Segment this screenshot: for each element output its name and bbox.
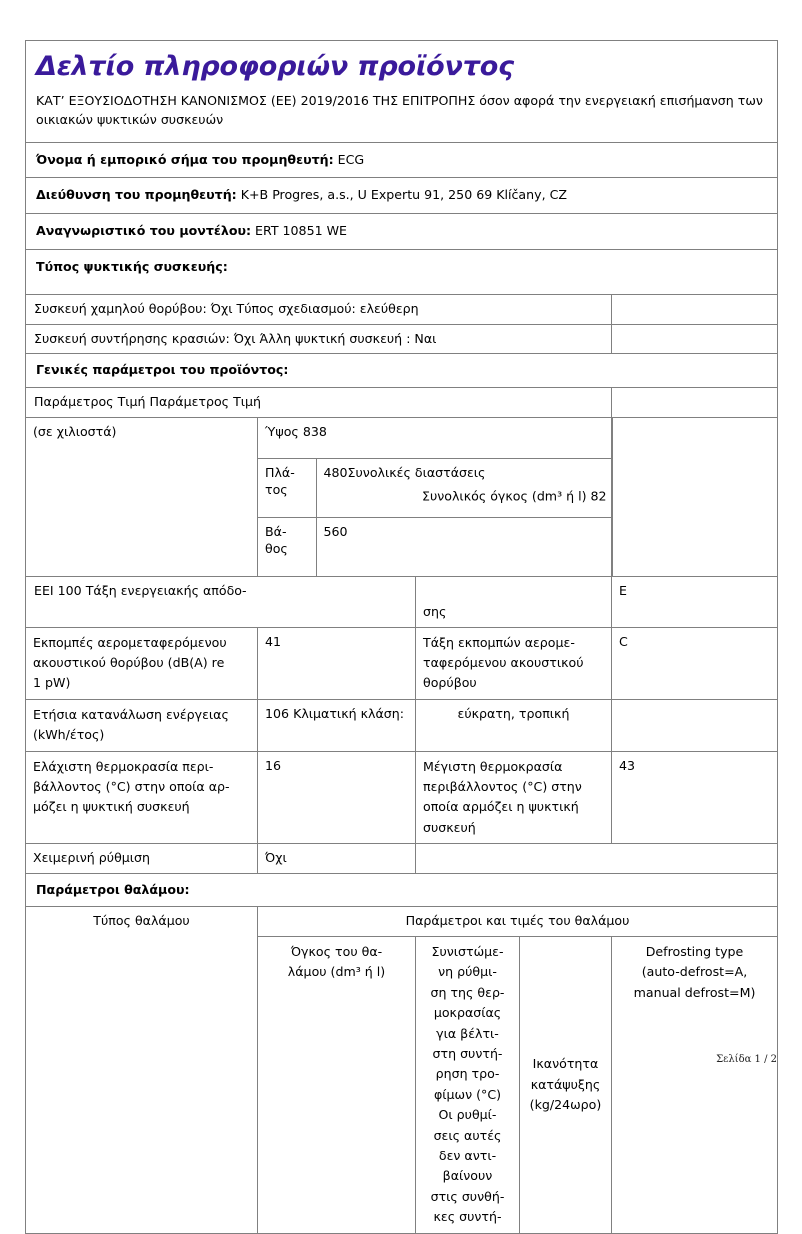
title-row	[26, 41, 778, 143]
supplier-name-value: ECG	[337, 151, 365, 167]
dimensions-unit-label: (σε χιλιοστά)	[33, 423, 117, 439]
recommended-temp-text	[416, 937, 520, 1232]
defrosting-type-line3: manual defrost=M)	[633, 984, 756, 1000]
total-volume-label: Συνολικός όγκος (dm³ ή l)	[422, 488, 587, 504]
low-noise-row	[26, 295, 778, 325]
low-noise-spacer-cell	[612, 295, 778, 325]
width-label-line1: Πλά-	[265, 464, 295, 480]
energy-label-line1: Ετήσια κατανάλωση ενέργειας	[33, 706, 229, 722]
ambient-temperature-row	[26, 751, 778, 844]
winter-setting-value: Όχι	[265, 850, 287, 866]
noise-label-line3: 1 pW)	[33, 675, 71, 691]
chamber-volume-header-line2: λάμου (dm³ ή l)	[287, 964, 386, 980]
low-noise-label: Συσκευή χαμηλού θορύβου:	[34, 301, 207, 317]
noise-class-label-line1: Τάξη εκπομπών αερομε-	[423, 634, 575, 650]
wine-storage-label: Συσκευή συντήρησης κρασιών:	[34, 330, 230, 346]
winter-setting-row	[26, 844, 778, 874]
noise-label-line1: Εκπομπές αερομεταφερόμενου	[33, 634, 227, 650]
general-parameters-heading: Γενικές παράμετροι του προϊόντος:	[36, 362, 289, 378]
design-type-value: ελεύθερη	[359, 301, 419, 317]
noise-class-label-line2: ταφερόμενου ακουστικού	[423, 655, 584, 671]
recommended-temp-line-11: δεν αντι-	[438, 1147, 497, 1163]
recommended-temp-line-1: Συνιστώμε-	[431, 944, 504, 960]
noise-class-value-cell	[612, 627, 778, 699]
parameter-columns-spacer-cell	[612, 388, 778, 418]
max-temp-value-cell	[612, 751, 778, 844]
model-identifier-row	[26, 213, 778, 249]
product-information-sheet	[25, 40, 778, 1234]
airborne-noise-row	[26, 627, 778, 699]
recommended-temp-line-10: σεις αυτές	[433, 1127, 502, 1143]
model-identifier-label: Αναγνωριστικό του μοντέλου:	[36, 222, 252, 238]
total-volume-cell	[422, 417, 778, 576]
recommended-temp-line-8: φίμων (°C)	[433, 1086, 502, 1102]
energy-label-cell	[26, 699, 258, 751]
chamber-type-header: Τύπος θαλάμου	[93, 913, 190, 929]
max-temp-label-cell	[416, 751, 612, 844]
climate-class-value-cell	[416, 699, 612, 751]
min-temp-label-line1: Ελάχιστη θερμοκρασία περι-	[33, 758, 214, 774]
supplier-address-label: Διεύθυνση του προμηθευτή:	[36, 187, 237, 203]
recommended-temp-line-2: νη ρύθμι-	[438, 964, 497, 980]
defrosting-type-line2: (auto-defrost=A,	[641, 964, 748, 980]
appliance-type-heading-row	[26, 249, 778, 295]
noise-class-label-line3: θορύβου	[423, 675, 477, 691]
eei-value: 100	[57, 582, 82, 598]
climate-class-label: Κλιματική κλάση:	[293, 705, 404, 721]
winter-setting-value-cell	[258, 844, 416, 874]
energy-class-value: E	[619, 582, 627, 598]
max-temp-value: 43	[619, 757, 636, 773]
chamber-parameters-heading: Παράμετροι θαλάμου:	[36, 881, 190, 897]
energy-label-line2: (kWh/έτος)	[33, 727, 105, 743]
chamber-type-header-cell	[26, 907, 258, 1233]
overall-dimensions-label: Συνολικές διαστάσεις	[347, 464, 486, 480]
wine-storage-spacer-cell	[612, 324, 778, 354]
width-value: 480	[323, 464, 348, 480]
total-volume-value: 82	[590, 488, 607, 504]
recommended-temp-line-13: στις συνθή-	[430, 1188, 505, 1204]
freezing-capacity-line3: (kg/24ωρο)	[529, 1096, 602, 1112]
defrosting-type-header-cell	[612, 937, 778, 1233]
parameter-columns-header: Παράμετρος Τιμή Παράμετρος Τιμή	[34, 394, 262, 410]
page-title: Δελτίο πληροφοριών προϊόντος	[36, 51, 514, 82]
model-identifier-value: ERT 10851 WE	[255, 222, 348, 238]
defrosting-type-line1: Defrosting type	[645, 944, 744, 960]
chamber-group-header-row	[26, 907, 778, 937]
climate-class-value: εύκρατη, τροπική	[457, 705, 570, 721]
min-temp-label-cell	[26, 751, 258, 844]
other-appliance-value: : Ναι	[406, 330, 437, 346]
recommended-temp-header-cell	[416, 937, 612, 1233]
freezing-capacity-line1: Ικανότητα	[532, 1056, 599, 1072]
chamber-volume-header-line1: Όγκος του θα-	[290, 944, 383, 960]
energy-class-label-line2: σης	[423, 604, 447, 620]
depth-label-line1: Βά-	[265, 523, 287, 539]
design-type-label: Τύπος σχεδιασμού:	[236, 301, 356, 317]
winter-setting-label: Χειμερινή ρύθμιση	[33, 850, 151, 866]
eei-label: EEI	[34, 582, 54, 598]
max-temp-label-line4: συσκευή	[423, 819, 476, 835]
supplier-address-value: K+B Progres, a.s., U Expertu 91, 250 69 Klíčany, CZ	[240, 187, 568, 203]
min-temp-label-line2: βάλλοντος (°C) στην οποία αρ-	[33, 778, 230, 794]
supplier-name-row	[26, 142, 778, 178]
depth-row	[258, 517, 612, 576]
depth-value: 560	[323, 523, 348, 539]
annual-energy-row	[26, 699, 778, 751]
recommended-temp-line-4: μοκρασίας	[433, 1005, 502, 1021]
chamber-group-header: Παράμετροι και τιμές του θαλάμου	[405, 913, 630, 929]
min-temp-label-line3: μόζει η ψυκτική συσκευή	[33, 799, 190, 815]
energy-value-cell	[258, 699, 416, 751]
energy-class-label-line1: Τάξη ενεργειακής απόδο-	[85, 582, 247, 598]
height-label: Ύψος	[265, 423, 299, 439]
recommended-temp-line-6: στη συντή-	[432, 1045, 503, 1061]
eei-row	[26, 576, 778, 627]
other-appliance-label: Άλλη ψυκτική συσκευή	[259, 330, 403, 346]
energy-class-value-cell	[612, 576, 778, 627]
low-noise-value: Όχι	[210, 301, 233, 317]
noise-class-value: C	[619, 633, 628, 649]
height-row	[258, 418, 612, 459]
max-temp-label-line1: Μέγιστη θερμοκρασία	[423, 758, 563, 774]
document-page	[25, 40, 777, 1234]
supplier-address-row	[26, 178, 778, 214]
noise-value: 41	[265, 633, 282, 649]
min-temp-value: 16	[265, 757, 282, 773]
supplier-name-label: Όνομα ή εμπορικό σήμα του προμηθευτή:	[36, 151, 334, 167]
winter-setting-spacer-cell	[416, 844, 778, 874]
wine-storage-value: Όχι	[233, 330, 256, 346]
airborne-noise-label-cell	[26, 627, 258, 699]
height-value: 838	[302, 423, 327, 439]
recommended-temp-line-7: ρηση τρο-	[435, 1066, 500, 1082]
recommended-temp-line-5: για βέλτι-	[436, 1025, 499, 1041]
recommended-temp-line-12: βαίνουν	[442, 1168, 493, 1184]
wine-storage-row	[26, 324, 778, 354]
chamber-volume-header-cell	[258, 937, 416, 1233]
recommended-temp-line-14: κες συντή-	[433, 1209, 502, 1225]
max-temp-label-line2: περιβάλλοντος (°C) στην	[423, 778, 582, 794]
climate-class-spacer-cell	[612, 699, 778, 751]
general-parameters-heading-row	[26, 354, 778, 388]
recommended-temp-line-3: ση της θερ-	[430, 984, 505, 1000]
width-label-line2: τος	[265, 481, 288, 497]
freezing-capacity-line2: κατάψυξης	[530, 1076, 601, 1092]
min-temp-value-cell	[258, 751, 416, 844]
recommended-temp-line-9: Οι ρυθμί-	[438, 1107, 497, 1123]
depth-label-line2: θος	[265, 540, 288, 556]
parameter-columns-header-row	[26, 388, 778, 418]
regulation-intro: ΚΑΤ’ ΕΞΟΥΣΙΟΔΟΤΗΣΗ ΚΑΝΟΝΙΣΜΟΣ (ΕΕ) 2019/2016 ΤΗΣ ΕΠΙΤΡΟΠΗΣ όσον αφορά την ενεργειακή επισήμανση των οικιακών ψυκτικών συσκευών	[36, 92, 763, 127]
dimensions-unit-cell	[26, 417, 258, 576]
max-temp-label-line3: οποία αρμόζει η ψυκτική	[423, 799, 579, 815]
winter-setting-label-cell	[26, 844, 258, 874]
noise-value-cell	[258, 627, 416, 699]
noise-label-line2: ακουστικού θορύβου (dB(A) re	[33, 655, 225, 671]
noise-class-label-cell	[416, 627, 612, 699]
chamber-group-header-cell	[258, 907, 778, 937]
freezing-capacity-header	[520, 937, 611, 1232]
page-footer: Σελίδα 1 / 2	[716, 1054, 777, 1065]
chamber-parameters-heading-row	[26, 873, 778, 907]
energy-value: 106	[265, 705, 290, 721]
appliance-type-heading: Τύπος ψυκτικής συσκευής:	[36, 258, 228, 274]
dimensions-row	[26, 417, 778, 576]
